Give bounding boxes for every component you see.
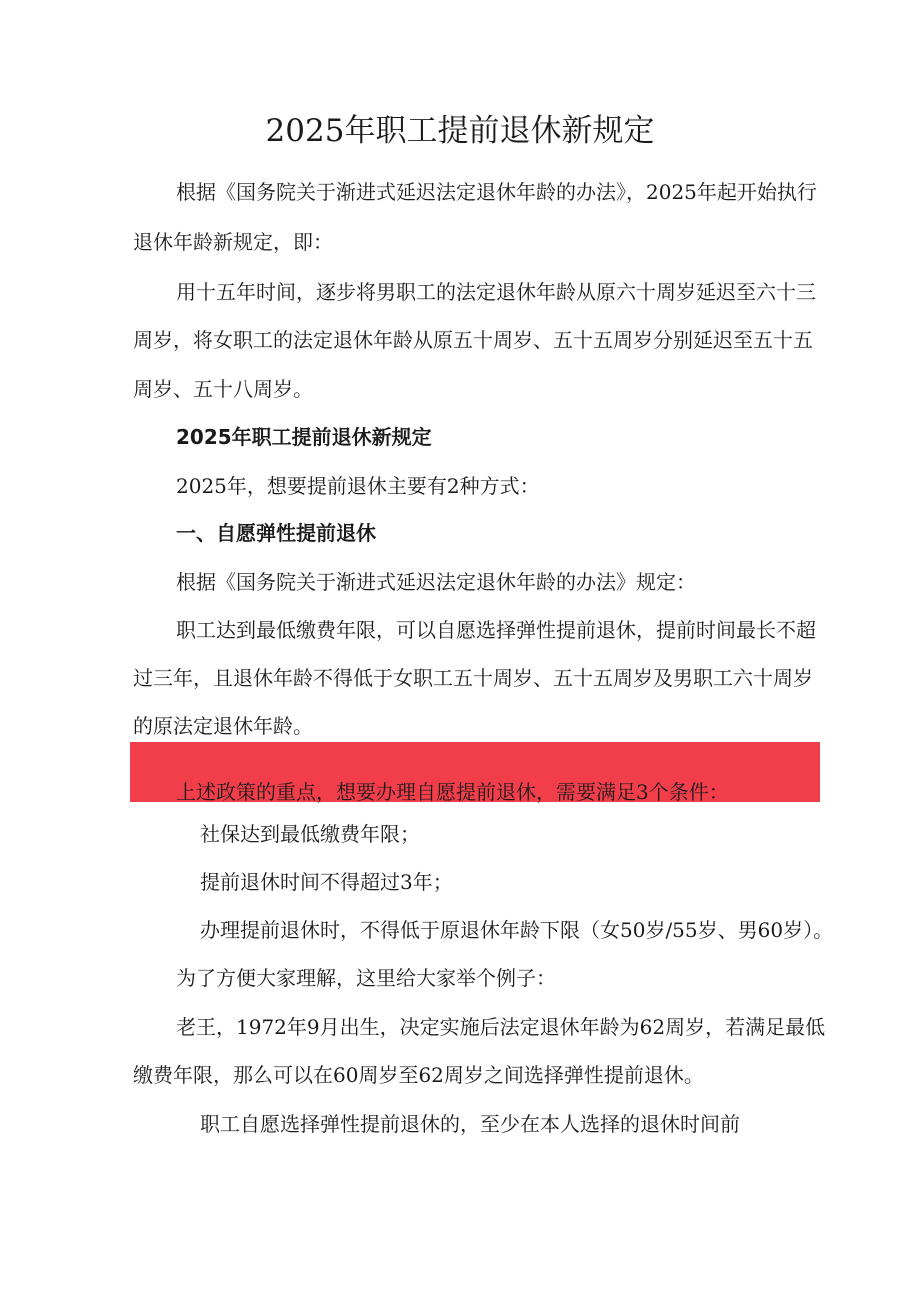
section-1-source: 根据《国务院关于渐进式延迟法定退休年龄的办法》规定： — [176, 570, 696, 594]
policy-line-1: 用十五年时间，逐步将男职工的法定退休年龄从原六十周岁延迟至六十三 — [176, 280, 816, 304]
rule-line-1: 职工达到最低缴费年限，可以自愿选择弹性提前退休，提前时间最长不超 — [176, 618, 816, 642]
intro-line-1: 根据《国务院关于渐进式延迟法定退休年龄的办法》，2025年起开始执行 — [176, 180, 817, 204]
example-intro: 为了方便大家理解，这里给大家举个例子： — [176, 966, 556, 990]
example-line-1: 老王，1972年9月出生，决定实施后法定退休年龄为62周岁，若满足最低 — [176, 1015, 826, 1039]
highlight-text: 上述政策的重点，想要办理自愿提前退休，需要满足3个条件： — [176, 780, 729, 804]
condition-2: 提前退休时间不得超过3年； — [200, 870, 453, 894]
last-line: 职工自愿选择弹性提前退休的，至少在本人选择的退休时间前 — [200, 1112, 740, 1136]
example-line-2: 缴费年限，那么可以在60周岁至62周岁之间选择弹性提前退休。 — [133, 1063, 704, 1087]
condition-3: 办理提前退休时，不得低于原退休年龄下限（女50岁/55岁、男60岁）。 — [200, 918, 834, 942]
rule-line-2: 过三年，且退休年龄不得低于女职工五十周岁、五十五周岁及男职工六十周岁 — [133, 666, 813, 690]
policy-line-2: 周岁，将女职工的法定退休年龄从原五十周岁、五十五周岁分别延迟至五十五 — [133, 328, 813, 352]
section-1-heading: 一、自愿弹性提前退休 — [176, 521, 376, 545]
policy-line-3: 周岁、五十八周岁。 — [133, 377, 313, 401]
intro-line-2: 退休年龄新规定，即： — [133, 230, 333, 254]
rule-line-3: 的原法定退休年龄。 — [133, 714, 313, 738]
subheading: 2025年职工提前退休新规定 — [176, 425, 432, 449]
document-title: 2025年职工提前退休新规定 — [265, 113, 655, 149]
condition-1: 社保达到最低缴费年限； — [200, 822, 420, 846]
methods-line: 2025年，想要提前退休主要有2种方式： — [176, 474, 540, 498]
